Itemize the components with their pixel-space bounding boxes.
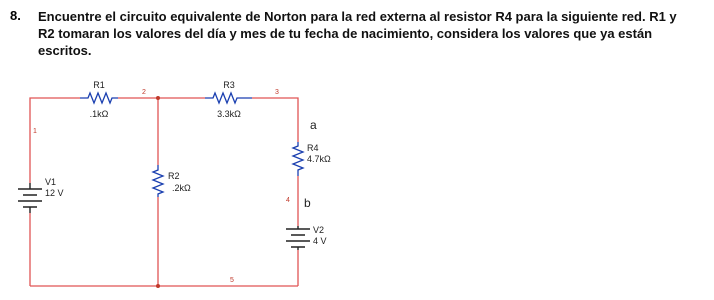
junction-dot-2 bbox=[156, 96, 160, 100]
r1-resistor bbox=[80, 80, 118, 119]
r1-name: R1 bbox=[93, 80, 105, 90]
node-label-5: 5 bbox=[230, 277, 234, 284]
terminal-b-label: b bbox=[304, 196, 311, 210]
problem-number: 8. bbox=[10, 8, 21, 23]
terminal-a-label: a bbox=[310, 118, 317, 132]
r1-value: .1kΩ bbox=[89, 109, 109, 119]
r2-name: R2 bbox=[168, 171, 180, 181]
v1-value: 12 V bbox=[45, 188, 64, 198]
node-label-1: 1 bbox=[33, 128, 37, 135]
v2-battery bbox=[286, 225, 327, 250]
r2-value: .2kΩ bbox=[172, 183, 191, 193]
r3-value: 3.3kΩ bbox=[217, 109, 241, 119]
v2-name: V2 bbox=[313, 225, 325, 235]
v2-value: 4 V bbox=[313, 236, 327, 246]
r4-value: 4.7kΩ bbox=[307, 154, 331, 164]
node-label-2: 2 bbox=[142, 89, 146, 96]
r4-resistor bbox=[293, 142, 331, 176]
r4-name: R4 bbox=[307, 143, 319, 153]
r3-name: R3 bbox=[223, 80, 235, 90]
r2-resistor bbox=[153, 165, 191, 197]
r3-resistor bbox=[205, 80, 252, 119]
node-label-4: 4 bbox=[286, 197, 290, 204]
v1-name: V1 bbox=[45, 177, 57, 187]
v1-battery bbox=[18, 177, 64, 213]
problem-text: Encuentre el circuito equivalente de Norton para la red externa al resistor R4 para la siguiente red. R1 y R2 tomaran los valores del día y mes de tu fecha de nacimiento, considera los valores que ya están escritos. bbox=[38, 9, 677, 58]
node-label-3: 3 bbox=[275, 89, 279, 96]
junction-dot-5 bbox=[156, 284, 160, 288]
